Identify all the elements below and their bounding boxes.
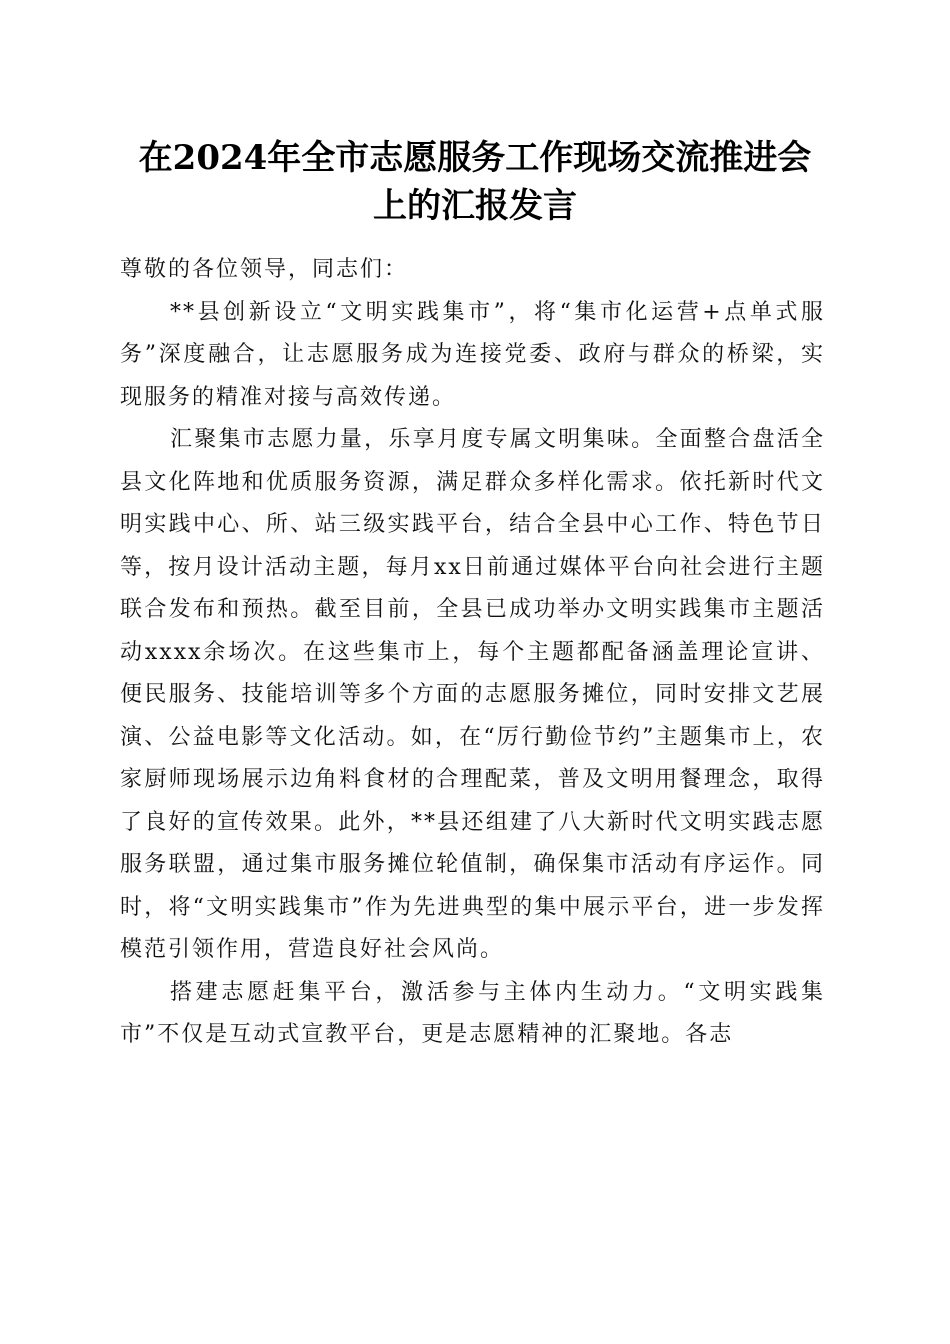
document-body bbox=[120, 249, 825, 1057]
paragraph: **县创新设立“文明实践集市”，将“集市化运营+点单式服务”深度融合，让志愿服务成为连接党委、政府与群众的桥梁，实现服务的精准对接与高效传递。 bbox=[120, 299, 825, 410]
document-title bbox=[110, 134, 840, 230]
paragraph: 搭建志愿赶集平台，激活参与主体内生动力。“文明实践集市”不仅是互动式宣教平台，更是志愿精神的汇聚地。各志 bbox=[120, 979, 825, 1047]
paragraph: 汇聚集市志愿力量，乐享月度专属文明集味。全面整合盘活全县文化阵地和优质服务资源，满足群众多样化需求。依托新时代文明实践中心、所、站三级实践平台，结合全县中心工作、特色节日等，按月设计活动主题，每月xx日前通过媒体平台向社会进行主题联合发布和预热。截至目前，全县已成功举办文明实践集市主题活动xxxx余场次。在这些集市上，每个主题都配备涵盖理论宣讲、便民服务、技能培训等多个方面的志愿服务摊位，同时安排文艺展演、公益电影等文化活动。如，在“厉行勤俭节约”主题集市上，农家厨师现场展示边角料食材的合理配菜，普及文明用餐理念，取得了良好的宣传效果。此外，**县还组建了八大新时代文明实践志愿服务联盟，通过集市服务摊位轮值制，确保集市活动有序运作。同时，将“文明实践集市”作为先进典型的集中展示平台，进一步发挥模范引领作用，营造良好社会风尚。 bbox=[120, 427, 825, 962]
salutation: 尊敬的各位领导，同志们： bbox=[120, 257, 409, 282]
title-line-1: 在2024年全市志愿服务工作现场交流推进会 bbox=[138, 138, 812, 178]
title-line-2: 上的汇报发言 bbox=[373, 186, 577, 226]
